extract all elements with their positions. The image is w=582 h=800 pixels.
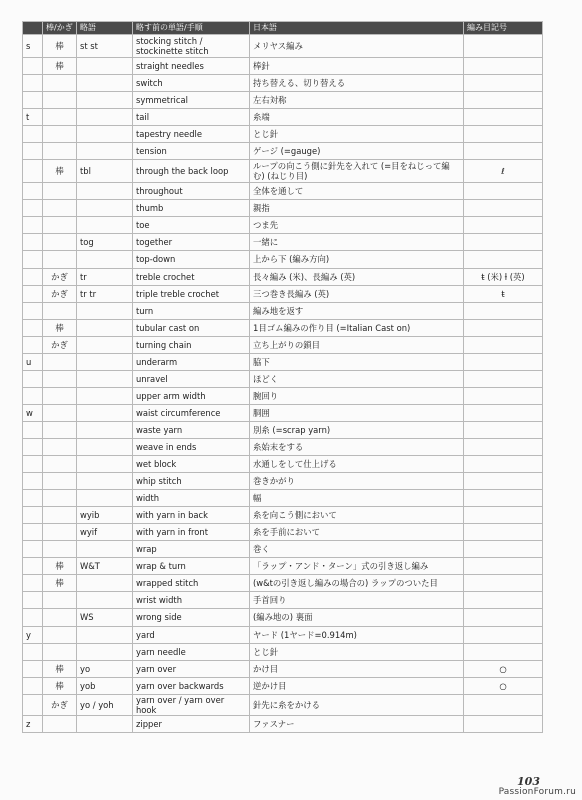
cell-english-term: throughout: [133, 183, 250, 200]
cell-english-term: straight needles: [133, 58, 250, 75]
cell-japanese: 水通しをして仕上げる: [250, 456, 464, 473]
cell-letter: [23, 592, 43, 609]
cell-letter: w: [23, 404, 43, 421]
table-row: [23, 404, 543, 421]
cell-needle-type: かぎ: [43, 268, 77, 285]
cell-needle-type: [43, 251, 77, 268]
cell-english-term: switch: [133, 75, 250, 92]
cell-stitch-symbol: [464, 126, 543, 143]
cell-japanese: ループの向こう側に針先を入れて (=目をねじって編む) (ねじり目): [250, 160, 464, 183]
cell-stitch-symbol: [464, 183, 543, 200]
cell-needle-type: [43, 643, 77, 660]
cell-letter: [23, 92, 43, 109]
cell-japanese: 1目ゴム編みの作り目 (=Italian Cast on): [250, 319, 464, 336]
cell-stitch-symbol: [464, 75, 543, 92]
table-row: [23, 183, 543, 200]
cell-japanese: 糸始末をする: [250, 438, 464, 455]
cell-needle-type: [43, 143, 77, 160]
cell-english-term: tail: [133, 109, 250, 126]
cell-english-term: waist circumference: [133, 404, 250, 421]
table-row: [23, 609, 543, 626]
cell-japanese: 全体を通して: [250, 183, 464, 200]
cell-needle-type: 棒: [43, 58, 77, 75]
cell-needle-type: 棒: [43, 558, 77, 575]
cell-english-term: yarn over backwards: [133, 677, 250, 694]
cell-stitch-symbol: [464, 92, 543, 109]
table-row: [23, 35, 543, 58]
table-row: [23, 626, 543, 643]
cell-abbreviation: [77, 183, 133, 200]
cell-english-term: yarn over: [133, 660, 250, 677]
cell-letter: [23, 234, 43, 251]
table-row: [23, 268, 543, 285]
cell-abbreviation: [77, 319, 133, 336]
cell-abbreviation: yob: [77, 677, 133, 694]
cell-english-term: wrist width: [133, 592, 250, 609]
cell-abbreviation: [77, 643, 133, 660]
cell-english-term: weave in ends: [133, 438, 250, 455]
cell-japanese: 幅: [250, 490, 464, 507]
table-row: [23, 643, 543, 660]
cell-stitch-symbol: [464, 541, 543, 558]
cell-needle-type: [43, 524, 77, 541]
cell-needle-type: 棒: [43, 35, 77, 58]
header-english-term: 略す前の単語/手順: [133, 22, 250, 35]
cell-abbreviation: [77, 387, 133, 404]
header-abbreviation: 略語: [77, 22, 133, 35]
cell-english-term: together: [133, 234, 250, 251]
cell-letter: [23, 75, 43, 92]
cell-stitch-symbol: [464, 336, 543, 353]
cell-needle-type: [43, 75, 77, 92]
cell-needle-type: [43, 387, 77, 404]
cell-stitch-symbol: [464, 217, 543, 234]
cell-letter: [23, 217, 43, 234]
cell-abbreviation: [77, 251, 133, 268]
cell-needle-type: [43, 715, 77, 732]
table-row: [23, 336, 543, 353]
cell-needle-type: [43, 404, 77, 421]
cell-letter: [23, 643, 43, 660]
table-row: [23, 353, 543, 370]
cell-stitch-symbol: [464, 490, 543, 507]
cell-japanese: とじ針: [250, 643, 464, 660]
cell-abbreviation: [77, 490, 133, 507]
cell-letter: [23, 490, 43, 507]
cell-japanese: 持ち替える、切り替える: [250, 75, 464, 92]
table-header: [23, 22, 543, 35]
cell-english-term: wrong side: [133, 609, 250, 626]
cell-abbreviation: [77, 438, 133, 455]
table-row: [23, 473, 543, 490]
cell-japanese: 手首回り: [250, 592, 464, 609]
cell-japanese: 「ラップ・アンド・ターン」式の引き返し編み: [250, 558, 464, 575]
cell-stitch-symbol: [464, 524, 543, 541]
cell-japanese: 上から下 (編み方向): [250, 251, 464, 268]
cell-letter: [23, 541, 43, 558]
cell-japanese: かけ目: [250, 660, 464, 677]
cell-abbreviation: [77, 421, 133, 438]
cell-japanese: 糸端: [250, 109, 464, 126]
cell-japanese: (編み地の) 裏面: [250, 609, 464, 626]
cell-english-term: yarn needle: [133, 643, 250, 660]
header-japanese: 日本語: [250, 22, 464, 35]
cell-stitch-symbol: [464, 592, 543, 609]
cell-english-term: through the back loop: [133, 160, 250, 183]
cell-japanese: メリヤス編み: [250, 35, 464, 58]
table-row: [23, 592, 543, 609]
cell-abbreviation: W&T: [77, 558, 133, 575]
cell-stitch-symbol: [464, 438, 543, 455]
cell-stitch-symbol: ℓ: [464, 160, 543, 183]
cell-japanese: 糸を手前において: [250, 524, 464, 541]
cell-needle-type: [43, 438, 77, 455]
cell-letter: [23, 58, 43, 75]
cell-japanese: とじ針: [250, 126, 464, 143]
cell-letter: [23, 251, 43, 268]
cell-abbreviation: [77, 592, 133, 609]
cell-needle-type: [43, 234, 77, 251]
cell-letter: [23, 456, 43, 473]
cell-japanese: 巻く: [250, 541, 464, 558]
cell-stitch-symbol: [464, 558, 543, 575]
cell-japanese: つま先: [250, 217, 464, 234]
cell-letter: [23, 694, 43, 715]
cell-letter: [23, 558, 43, 575]
cell-needle-type: [43, 370, 77, 387]
cell-stitch-symbol: [464, 251, 543, 268]
cell-japanese: 糸を向こう側において: [250, 507, 464, 524]
cell-english-term: whip stitch: [133, 473, 250, 490]
cell-abbreviation: tr: [77, 268, 133, 285]
cell-stitch-symbol: ŧ: [464, 285, 543, 302]
cell-japanese: (w&tの引き返し編みの場合の) ラップのついた目: [250, 575, 464, 592]
cell-english-term: waste yarn: [133, 421, 250, 438]
cell-needle-type: かぎ: [43, 285, 77, 302]
cell-english-term: triple treble crochet: [133, 285, 250, 302]
cell-needle-type: [43, 592, 77, 609]
cell-letter: [23, 319, 43, 336]
cell-needle-type: [43, 353, 77, 370]
cell-japanese: 親指: [250, 200, 464, 217]
cell-needle-type: かぎ: [43, 694, 77, 715]
cell-english-term: width: [133, 490, 250, 507]
cell-letter: y: [23, 626, 43, 643]
table-row: [23, 575, 543, 592]
cell-abbreviation: [77, 143, 133, 160]
table-row: [23, 370, 543, 387]
cell-needle-type: [43, 507, 77, 524]
cell-stitch-symbol: [464, 370, 543, 387]
cell-abbreviation: [77, 92, 133, 109]
cell-abbreviation: [77, 75, 133, 92]
cell-stitch-symbol: [464, 319, 543, 336]
cell-english-term: zipper: [133, 715, 250, 732]
table-row: [23, 143, 543, 160]
cell-abbreviation: [77, 370, 133, 387]
cell-abbreviation: wyif: [77, 524, 133, 541]
cell-abbreviation: tbl: [77, 160, 133, 183]
cell-stitch-symbol: [464, 302, 543, 319]
cell-stitch-symbol: [464, 143, 543, 160]
cell-english-term: unravel: [133, 370, 250, 387]
table-row: [23, 200, 543, 217]
cell-needle-type: [43, 456, 77, 473]
cell-english-term: yard: [133, 626, 250, 643]
table-row: [23, 677, 543, 694]
cell-needle-type: [43, 609, 77, 626]
cell-japanese: 三つ巻き長編み (英): [250, 285, 464, 302]
table-row: [23, 490, 543, 507]
cell-stitch-symbol: [464, 35, 543, 58]
cell-letter: [23, 473, 43, 490]
table-row: [23, 507, 543, 524]
cell-needle-type: [43, 109, 77, 126]
cell-abbreviation: [77, 353, 133, 370]
table-row: [23, 541, 543, 558]
cell-stitch-symbol: [464, 234, 543, 251]
cell-japanese: 編み地を返す: [250, 302, 464, 319]
cell-needle-type: [43, 490, 77, 507]
cell-abbreviation: tog: [77, 234, 133, 251]
cell-letter: [23, 336, 43, 353]
cell-stitch-symbol: [464, 200, 543, 217]
cell-english-term: symmetrical: [133, 92, 250, 109]
table-row: [23, 558, 543, 575]
watermark-text: PassionForum.ru: [498, 787, 576, 797]
cell-abbreviation: [77, 200, 133, 217]
cell-letter: [23, 609, 43, 626]
cell-stitch-symbol: [464, 626, 543, 643]
cell-abbreviation: [77, 473, 133, 490]
cell-english-term: upper arm width: [133, 387, 250, 404]
cell-stitch-symbol: [464, 473, 543, 490]
cell-letter: [23, 183, 43, 200]
table-row: [23, 715, 543, 732]
table-row: [23, 126, 543, 143]
header-row: [23, 22, 543, 35]
page-number: 103: [517, 775, 540, 788]
cell-letter: [23, 387, 43, 404]
cell-english-term: top-down: [133, 251, 250, 268]
cell-needle-type: 棒: [43, 575, 77, 592]
cell-english-term: wrap & turn: [133, 558, 250, 575]
cell-abbreviation: [77, 336, 133, 353]
cell-letter: [23, 524, 43, 541]
cell-abbreviation: tr tr: [77, 285, 133, 302]
cell-japanese: 針先に糸をかける: [250, 694, 464, 715]
cell-needle-type: [43, 126, 77, 143]
cell-needle-type: [43, 217, 77, 234]
cell-abbreviation: [77, 217, 133, 234]
cell-stitch-symbol: [464, 58, 543, 75]
cell-letter: u: [23, 353, 43, 370]
cell-abbreviation: [77, 302, 133, 319]
cell-english-term: wet block: [133, 456, 250, 473]
cell-needle-type: [43, 626, 77, 643]
cell-abbreviation: st st: [77, 35, 133, 58]
cell-japanese: 立ち上がりの鎖目: [250, 336, 464, 353]
cell-japanese: ファスナー: [250, 715, 464, 732]
cell-needle-type: [43, 183, 77, 200]
cell-english-term: tension: [133, 143, 250, 160]
table-row: [23, 92, 543, 109]
table-row: [23, 438, 543, 455]
glossary-table: [22, 21, 543, 733]
cell-abbreviation: WS: [77, 609, 133, 626]
cell-stitch-symbol: ○: [464, 660, 543, 677]
cell-stitch-symbol: ŧ (米) ƚ (英): [464, 268, 543, 285]
cell-japanese: 腕回り: [250, 387, 464, 404]
table-row: [23, 251, 543, 268]
table-row: [23, 285, 543, 302]
cell-english-term: toe: [133, 217, 250, 234]
cell-letter: [23, 302, 43, 319]
table-row: [23, 75, 543, 92]
table-row: [23, 234, 543, 251]
cell-stitch-symbol: [464, 643, 543, 660]
cell-english-term: with yarn in front: [133, 524, 250, 541]
cell-stitch-symbol: [464, 694, 543, 715]
cell-needle-type: 棒: [43, 660, 77, 677]
cell-letter: s: [23, 35, 43, 58]
table-row: [23, 660, 543, 677]
cell-letter: [23, 507, 43, 524]
cell-japanese: 脇下: [250, 353, 464, 370]
cell-stitch-symbol: [464, 353, 543, 370]
table-row: [23, 421, 543, 438]
cell-abbreviation: [77, 109, 133, 126]
cell-abbreviation: [77, 126, 133, 143]
cell-letter: [23, 438, 43, 455]
table-row: [23, 109, 543, 126]
cell-japanese: 長々編み (米)、長編み (英): [250, 268, 464, 285]
table-row: [23, 58, 543, 75]
header-stitch-symbol: 編み目記号: [464, 22, 543, 35]
cell-abbreviation: [77, 541, 133, 558]
cell-stitch-symbol: [464, 109, 543, 126]
cell-needle-type: 棒: [43, 319, 77, 336]
cell-needle-type: 棒: [43, 677, 77, 694]
cell-english-term: with yarn in back: [133, 507, 250, 524]
cell-letter: [23, 285, 43, 302]
cell-english-term: tubular cast on: [133, 319, 250, 336]
table-row: [23, 217, 543, 234]
cell-english-term: wrapped stitch: [133, 575, 250, 592]
cell-needle-type: 棒: [43, 160, 77, 183]
cell-letter: [23, 370, 43, 387]
cell-english-term: treble crochet: [133, 268, 250, 285]
cell-needle-type: [43, 541, 77, 558]
cell-letter: [23, 660, 43, 677]
cell-abbreviation: [77, 715, 133, 732]
cell-stitch-symbol: [464, 609, 543, 626]
cell-needle-type: かぎ: [43, 336, 77, 353]
cell-needle-type: [43, 473, 77, 490]
cell-letter: z: [23, 715, 43, 732]
cell-abbreviation: yo / yoh: [77, 694, 133, 715]
table-row: [23, 456, 543, 473]
cell-letter: [23, 575, 43, 592]
cell-japanese: 左右対称: [250, 92, 464, 109]
cell-japanese: 胴囲: [250, 404, 464, 421]
cell-needle-type: [43, 92, 77, 109]
table-row: [23, 694, 543, 715]
cell-abbreviation: [77, 626, 133, 643]
cell-english-term: stocking stitch / stockinette stitch: [133, 35, 250, 58]
cell-stitch-symbol: [464, 421, 543, 438]
table-body: [23, 35, 543, 733]
cell-stitch-symbol: [464, 575, 543, 592]
table-row: [23, 302, 543, 319]
cell-stitch-symbol: [464, 404, 543, 421]
cell-letter: t: [23, 109, 43, 126]
cell-needle-type: [43, 200, 77, 217]
cell-letter: [23, 143, 43, 160]
cell-english-term: wrap: [133, 541, 250, 558]
cell-stitch-symbol: ○: [464, 677, 543, 694]
cell-japanese: ゲージ (=gauge): [250, 143, 464, 160]
cell-japanese: ヤード (1ヤード=0.914m): [250, 626, 464, 643]
cell-needle-type: [43, 302, 77, 319]
cell-english-term: thumb: [133, 200, 250, 217]
cell-english-term: turn: [133, 302, 250, 319]
cell-english-term: underarm: [133, 353, 250, 370]
cell-stitch-symbol: [464, 715, 543, 732]
cell-letter: [23, 268, 43, 285]
cell-letter: [23, 160, 43, 183]
cell-abbreviation: yo: [77, 660, 133, 677]
table-row: [23, 319, 543, 336]
table-row: [23, 524, 543, 541]
header-needle-type: 棒/かぎ: [43, 22, 77, 35]
cell-stitch-symbol: [464, 387, 543, 404]
cell-japanese: 棒針: [250, 58, 464, 75]
cell-japanese: 巻きかがり: [250, 473, 464, 490]
cell-abbreviation: [77, 58, 133, 75]
cell-stitch-symbol: [464, 507, 543, 524]
table-row: [23, 387, 543, 404]
cell-english-term: tapestry needle: [133, 126, 250, 143]
cell-letter: [23, 421, 43, 438]
cell-abbreviation: wyib: [77, 507, 133, 524]
cell-letter: [23, 126, 43, 143]
cell-english-term: yarn over / yarn over hook: [133, 694, 250, 715]
header-letter: [23, 22, 43, 35]
cell-japanese: 別糸 (=scrap yarn): [250, 421, 464, 438]
table-row: [23, 160, 543, 183]
cell-abbreviation: [77, 575, 133, 592]
cell-needle-type: [43, 421, 77, 438]
cell-english-term: turning chain: [133, 336, 250, 353]
cell-abbreviation: [77, 404, 133, 421]
cell-letter: [23, 200, 43, 217]
cell-abbreviation: [77, 456, 133, 473]
cell-japanese: ほどく: [250, 370, 464, 387]
cell-japanese: 逆かけ目: [250, 677, 464, 694]
cell-japanese: 一緒に: [250, 234, 464, 251]
cell-stitch-symbol: [464, 456, 543, 473]
cell-letter: [23, 677, 43, 694]
